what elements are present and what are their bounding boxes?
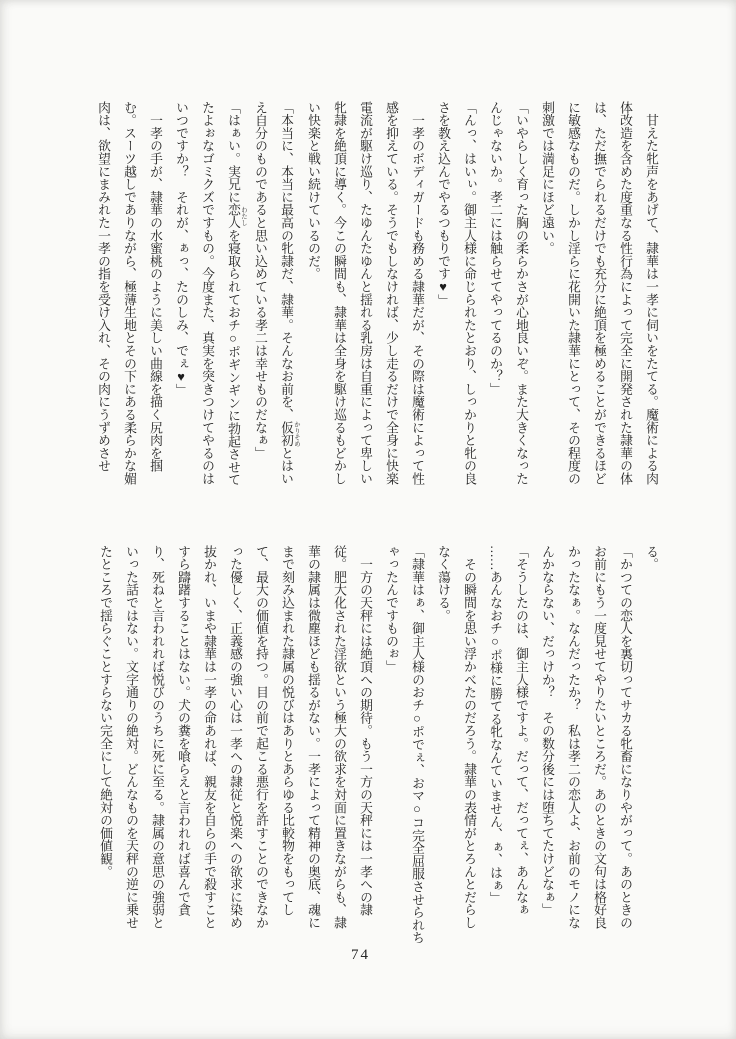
furigana-annotation: 恋人 わたし xyxy=(226,203,247,230)
text-line: った優しく、正義感の強い心は一孝への隷従と悦楽への欲求に染め xyxy=(228,545,242,929)
text-line: すら躊躇することはない。犬の糞を喰らえと言われれば喜んで貪 xyxy=(176,545,190,917)
text-line: む。スーツ越しでありながら、極薄生地とその下にある柔らかな媚 xyxy=(122,101,136,485)
text-line: い快楽と戦い続けているのだ。 xyxy=(306,101,320,281)
text-line: 一孝の手が、隷華の水蜜桃のように美しい曲線を描く尻肉を掴 xyxy=(148,101,162,473)
text-line: いった話ではない。文字通りの絶対。どんなものを天秤の逆に乗せ xyxy=(124,545,138,929)
top-text-block xyxy=(90,101,664,501)
text-line: 甘えた牝声をあげて、隷華は一孝に伺いをたてる。魔術による肉 xyxy=(644,101,658,485)
text-line: その瞬間を思い浮かべたのだろう。隷華の表情がとろんとだらし xyxy=(462,545,476,929)
text-line: 「隷華はぁ、御主人様のおチ○ポでぇ、おマ○コ完全屈服させられち xyxy=(410,545,424,945)
text-line: る。 xyxy=(644,545,658,571)
text-line: 従。肥大化された淫欲という極大の欲求を対面に置きながらも、隷 xyxy=(332,545,346,929)
page-number: 74 xyxy=(351,947,370,963)
text-line: んじゃないか。孝二には触らせてやってるのか？」 xyxy=(488,101,502,396)
text-line xyxy=(273,101,300,501)
furigana-annotation: 仮初 かりそめ xyxy=(279,421,300,447)
text-line: お前にもう一度見せてやりたいところだ。あのときの文句は格好良 xyxy=(592,545,606,929)
text-line xyxy=(220,101,247,501)
text-line: 抜かれ、いまや隷華は一孝の命あれば、親友を自らの手で殺すこと xyxy=(202,545,216,929)
text-line: 体改造を含めた度重なる性行為によって完全に開発された隷華の体 xyxy=(618,101,632,485)
text-line: え自分のものであると思い込めている孝二は幸せものだなぁ」 xyxy=(253,101,267,460)
text-line: たところで揺らぐことすらない完全にして絶対の価値観。 xyxy=(98,545,112,878)
text-line: まで刻み込まれた隷属の悦びはありとあらゆる比較物をもってし xyxy=(280,545,294,917)
text-line: いつですか？ それが、ぁっ、たのしみ、でぇ♥」 xyxy=(174,101,188,397)
text-line: んかならない、だっけか？ その数分後には堕ちてたけどなぁ」 xyxy=(540,545,554,917)
text-line: 「いやらしく育った胸の柔らかさが心地良いぞ。また大きくなった xyxy=(514,101,528,485)
text-line: に敏感なものだ。しかし淫らに花開いた隷華にとって、その程度の xyxy=(566,101,580,485)
text-line: 感を抑えている。そうでもしなければ、少し走るだけで全身に快楽 xyxy=(384,101,398,485)
text-segment: とはい xyxy=(279,446,293,486)
text-line: ゃったんですものぉ」 xyxy=(384,545,398,673)
text-line: 肉は、欲望にまみれた一孝の指を受け入れ、その肉にうずめさせ xyxy=(96,101,110,473)
text-line: り、死ねと言われれば悦びのうちに死に至る。隷属の意思の強弱と xyxy=(150,545,164,929)
text-segment: を寝取られておチ○ポギンギンに勃起させて xyxy=(226,229,240,487)
text-segment: 「はぁい。実兄に xyxy=(226,101,240,204)
text-line: 一方の天秤には絶頂への期待。もう一方の天秤には一孝への隷 xyxy=(358,545,372,917)
text-line: 「かつての恋人を裏切ってサカる牝畜になりやがって。あのときの xyxy=(618,545,632,929)
text-line: 電流が駆け巡り、たゆんたゆんと揺れる乳房は自重によって卑しい xyxy=(358,101,372,485)
text-line: 「んっ、はいぃ。御主人様に命じられたとおり、しっかりと牝の良 xyxy=(462,101,476,485)
text-line: は、ただ撫でられるだけでも充分に絶頂を極めることができるほど xyxy=(592,101,606,485)
text-line: 一孝のボディガードも務める隷華だが、その際は魔術によって性 xyxy=(410,101,424,485)
text-line: 「そうしたのは、御主人様ですよ。だって、だってぇ、あんなぁ xyxy=(514,545,528,917)
text-segment: 「本当に、本当に最高の牝隷だ、隷華。そんなお前を、 xyxy=(279,101,293,421)
text-line: さを教え込んでやるつもりです♥」 xyxy=(436,101,450,307)
text-line: なく蕩ける。 xyxy=(436,545,450,622)
text-line: て、最大の価値を持つ。目の前で起こる悪行を許すことのできなか xyxy=(254,545,268,929)
text-line: かったなぁ。なんだったか？ 私は孝二の恋人よ、お前のモノにな xyxy=(566,545,580,929)
bottom-text-block xyxy=(90,545,664,945)
text-line: たよぉなゴミクズですもの。今度また、真実を突きつけてやるのは xyxy=(200,101,214,485)
text-line: 刺激では満足にほど遠い。 xyxy=(540,101,554,255)
text-line: 華の隷属は微塵ほども揺るがない。一孝によって精神の奥底、魂に xyxy=(306,545,320,929)
text-line: 牝隷を絶頂に導く。今この瞬間も、隷華は全身を駆け巡るもどかし xyxy=(332,101,346,485)
text-line: ……あんなおチ○ポ様に勝てる牝なんていません、ぁ、はぁ」 xyxy=(488,545,502,905)
